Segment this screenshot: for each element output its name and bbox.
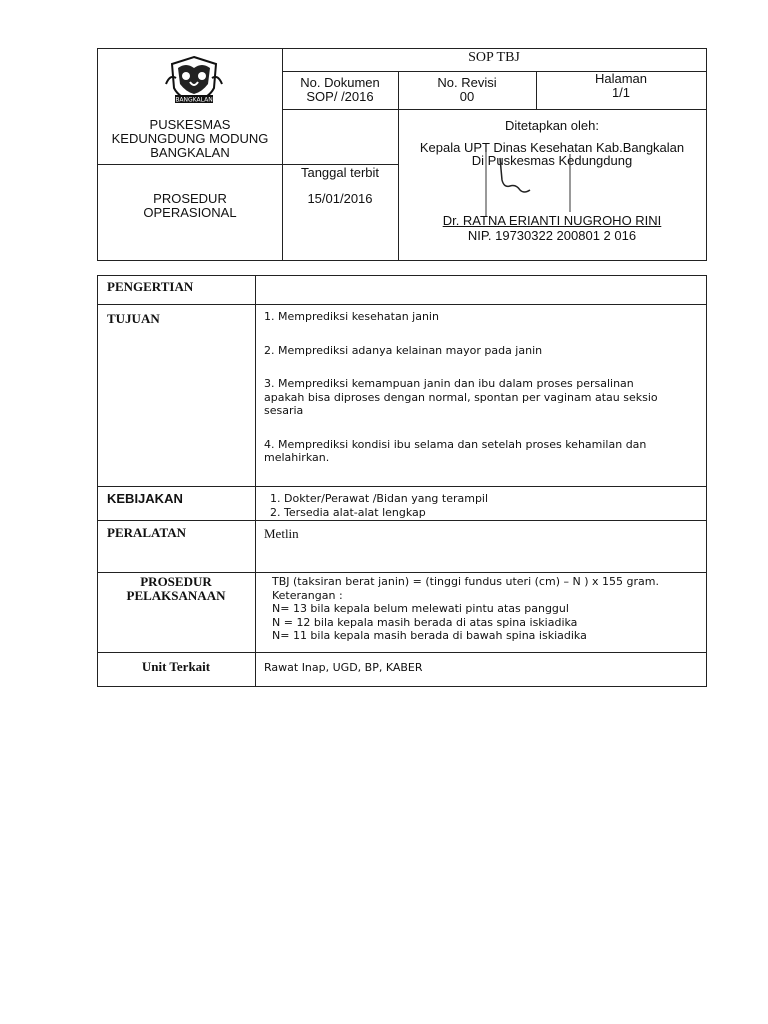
procedure-line: N= 13 bila kepala belum melewati pintu atas panggul [272, 602, 569, 615]
list-item: 2. Memprediksi adanya kelainan mayor pada janin [264, 343, 543, 357]
list-item: apakah bisa diproses dengan normal, spontan per vaginam atau seksio [264, 390, 658, 404]
list-item: 1. Dokter/Perawat /Bidan yang terampil [270, 492, 489, 505]
unit-terkait-value: Rawat Inap, UGD, BP, KABER [264, 661, 423, 674]
divider [98, 486, 706, 487]
procedure-type [98, 192, 282, 220]
divider [98, 572, 706, 573]
authority-line: Di Puskesmas Kedungdung [471, 153, 633, 168]
signer-name: Dr. RATNA ERIANTI NUGROHO RINI [442, 213, 662, 228]
list-item: 2. Tersedia alat-alat lengkap [270, 505, 426, 519]
signer-nip: NIP. 19730322 200801 2 016 [467, 228, 637, 243]
divider [282, 109, 707, 110]
kebijakan-label: KEBIJAKAN [107, 491, 183, 506]
divider [98, 304, 706, 305]
prosedur-label [98, 575, 254, 603]
procedure-line: N = 12 bila kepala masih berada di atas spina iskiadika [272, 615, 578, 629]
org-line: BANGKALAN [150, 145, 230, 160]
revision-value: 00 [459, 89, 475, 104]
procedure-line: N= 11 bila kepala masih berada di bawah spina iskiadika [272, 629, 587, 642]
divider [255, 276, 256, 686]
authority-line: Kepala UPT Dinas Kesehatan Kab.Bangkalan [419, 140, 685, 155]
prosedur-steps [272, 575, 704, 643]
page-label: Halaman [594, 71, 648, 86]
document-number [282, 76, 398, 104]
revision-number [398, 76, 536, 104]
kebijakan-list [270, 492, 700, 519]
pengertian-label: PENGERTIAN [107, 279, 194, 294]
document-title: SOP TBJ [468, 50, 520, 65]
issue-date-value: 15/01/2016 [307, 191, 373, 206]
list-item: 4. Memprediksi kondisi ibu selama dan setelah proses kehamilan dan [264, 437, 647, 451]
document-number-label: No. Dokumen [300, 75, 380, 90]
list-item: 1. Memprediksi kesehatan janin [264, 310, 439, 323]
logo-text: BANGKALAN [175, 96, 213, 104]
prosedur-label-line: PROSEDUR [140, 574, 212, 589]
unit-terkait-label: Unit Terkait [141, 659, 211, 674]
org-line: KEDUNGDUNG MODUNG [111, 131, 269, 146]
list-item: 3. Memprediksi kemampuan janin dan ibu dalam proses persalinan [264, 377, 634, 390]
list-item: melahirkan. [264, 451, 330, 464]
procedure-line: Keterangan : [272, 588, 343, 602]
page-number [536, 72, 706, 100]
revision-label: No. Revisi [437, 75, 497, 90]
organization-name [98, 118, 282, 160]
peralatan-label: PERALATAN [107, 525, 186, 540]
prosedur-label-line: PELAKSANAAN [126, 588, 226, 603]
divider [98, 652, 706, 653]
tujuan-label: TUJUAN [107, 311, 160, 326]
page-value: 1/1 [611, 85, 631, 100]
bangkalan-logo [164, 54, 224, 106]
tujuan-list [264, 310, 704, 465]
peralatan-value: Metlin [264, 526, 299, 541]
document-number-value: SOP/ /2016 [306, 89, 374, 104]
issue-date-label: Tanggal terbit [300, 165, 380, 180]
org-line: PUSKESMAS [149, 117, 231, 132]
divider [98, 520, 706, 521]
set-by-label: Ditetapkan oleh: [505, 118, 599, 133]
procedure-line: TBJ (taksiran berat janin) = (tinggi fundus uteri (cm) – N ) x 155 gram. [272, 575, 659, 588]
procedure-line: PROSEDUR [153, 191, 227, 206]
procedure-line: OPERASIONAL [143, 205, 237, 220]
list-item: sesaria [264, 404, 304, 417]
signature [480, 150, 580, 220]
